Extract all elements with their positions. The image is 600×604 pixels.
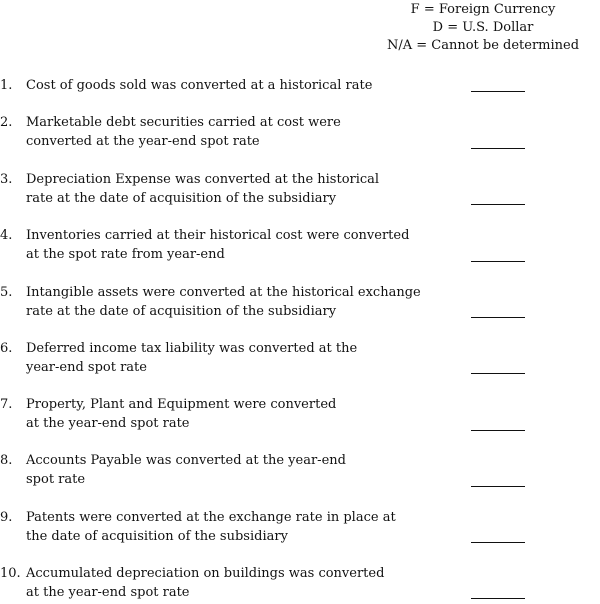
question-number: 10. (0, 566, 21, 581)
question-line: Intangible assets were converted at the historical exchange (26, 285, 421, 300)
question-number: 8. (0, 453, 13, 468)
question-line: rate at the date of acquisition of the subsidiary (26, 304, 337, 319)
question-text (26, 170, 396, 208)
question-7 (0, 395, 600, 435)
question-text (26, 339, 396, 377)
question-text (26, 564, 396, 602)
answer-blank[interactable] (471, 373, 525, 374)
answer-blank[interactable] (471, 542, 525, 543)
question-number: 4. (0, 228, 13, 243)
question-text (26, 451, 396, 489)
question-number: 3. (0, 172, 13, 187)
question-number: 1. (0, 78, 13, 93)
question-line: Accounts Payable was converted at the year-end (26, 453, 346, 468)
question-text (26, 283, 421, 321)
question-number: 6. (0, 341, 13, 356)
question-line: rate at the date of acquisition of the subsidiary (26, 191, 337, 206)
answer-blank[interactable] (471, 430, 525, 431)
answer-blank[interactable] (471, 204, 525, 205)
answer-blank[interactable] (471, 486, 525, 487)
question-line: Accumulated depreciation on buildings was converted (26, 566, 385, 581)
question-6 (0, 339, 600, 379)
question-line: Cost of goods sold was converted at a historical rate (26, 78, 373, 93)
question-line: Property, Plant and Equipment were converted (26, 397, 337, 412)
question-text (26, 508, 396, 546)
question-line: spot rate (26, 472, 86, 487)
legend (378, 1, 588, 55)
question-line: Marketable debt securities carried at cost were (26, 115, 341, 130)
question-line: Deferred income tax liability was converted at the (26, 341, 358, 356)
question-8 (0, 451, 600, 491)
question-9 (0, 508, 600, 548)
answer-blank[interactable] (471, 598, 525, 599)
question-line: converted at the year-end spot rate (26, 134, 260, 149)
question-3 (0, 170, 600, 210)
question-text (26, 76, 396, 95)
question-text (26, 226, 410, 264)
question-1 (0, 76, 600, 116)
question-4 (0, 226, 600, 266)
question-line: at the year-end spot rate (26, 416, 190, 431)
legend-cannot-be-determined: N/A = Cannot be determined (386, 38, 580, 53)
question-5 (0, 283, 600, 323)
legend-us-dollar: D = U.S. Dollar (432, 20, 534, 35)
answer-blank[interactable] (471, 261, 525, 262)
question-number: 5. (0, 285, 13, 300)
answer-blank[interactable] (471, 317, 525, 318)
question-number: 7. (0, 397, 13, 412)
question-line: Inventories carried at their historical cost were converted (26, 228, 410, 243)
question-line: year-end spot rate (26, 360, 147, 375)
question-line: at the spot rate from year-end (26, 247, 225, 262)
question-number: 9. (0, 510, 13, 525)
answer-blank[interactable] (471, 148, 525, 149)
legend-foreign-currency: F = Foreign Currency (410, 2, 556, 17)
question-10 (0, 564, 600, 604)
question-line: the date of acquisition of the subsidiary (26, 529, 288, 544)
question-line: Depreciation Expense was converted at the historical (26, 172, 380, 187)
answer-blank[interactable] (471, 91, 525, 92)
question-2 (0, 113, 600, 153)
question-line: Patents were converted at the exchange rate in place at (26, 510, 396, 525)
question-text (26, 113, 396, 151)
question-text (26, 395, 396, 433)
question-number: 2. (0, 115, 13, 130)
question-line: at the year-end spot rate (26, 585, 190, 600)
